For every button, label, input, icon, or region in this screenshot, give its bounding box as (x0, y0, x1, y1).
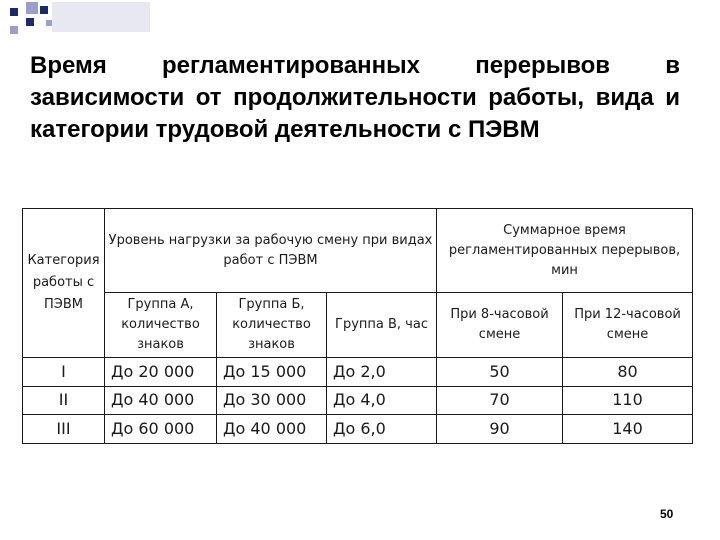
row-shift-12: 80 (563, 358, 693, 387)
row-shift-12: 110 (563, 386, 693, 415)
header-group-b: Группа Б, количество знаков (217, 293, 327, 358)
row-group-b: До 40 000 (217, 415, 327, 444)
row-shift-8: 70 (437, 386, 563, 415)
corner-squares-decoration (10, 2, 150, 44)
header-category: Категория работы с ПЭВМ (23, 209, 105, 358)
row-group-v: До 2,0 (327, 358, 437, 387)
header-total-time: Суммарное время регламентированных перерывов, мин (437, 209, 693, 293)
table-row (23, 358, 693, 387)
breaks-table-container (22, 208, 692, 444)
row-shift-12: 140 (563, 415, 693, 444)
breaks-table (22, 208, 693, 444)
row-shift-8: 50 (437, 358, 563, 387)
row-category: II (23, 386, 105, 415)
row-group-v: До 6,0 (327, 415, 437, 444)
slide-title: Время регламентированных перерывов в зависимости от продолжительности работы, вида и категории трудовой деятельности с ПЭВМ (30, 52, 680, 143)
table-row (23, 415, 693, 444)
header-group-a: Группа А, количество знаков (105, 293, 217, 358)
row-group-v: До 4,0 (327, 386, 437, 415)
header-shift-8: При 8-часовой смене (437, 293, 563, 358)
table-row (23, 386, 693, 415)
row-group-a: До 60 000 (105, 415, 217, 444)
row-category: III (23, 415, 105, 444)
row-group-b: До 15 000 (217, 358, 327, 387)
page-number: 50 (660, 507, 674, 521)
header-load-level: Уровень нагрузки за рабочую смену при видах работ с ПЭВМ (105, 209, 437, 293)
header-shift-12: При 12-часовой смене (563, 293, 693, 358)
table-header-row-1 (23, 209, 693, 293)
row-group-a: До 40 000 (105, 386, 217, 415)
header-group-v: Группа В, час (327, 293, 437, 358)
row-group-a: До 20 000 (105, 358, 217, 387)
row-group-b: До 30 000 (217, 386, 327, 415)
table-header-row-2 (23, 293, 693, 358)
row-category: I (23, 358, 105, 387)
row-shift-8: 90 (437, 415, 563, 444)
